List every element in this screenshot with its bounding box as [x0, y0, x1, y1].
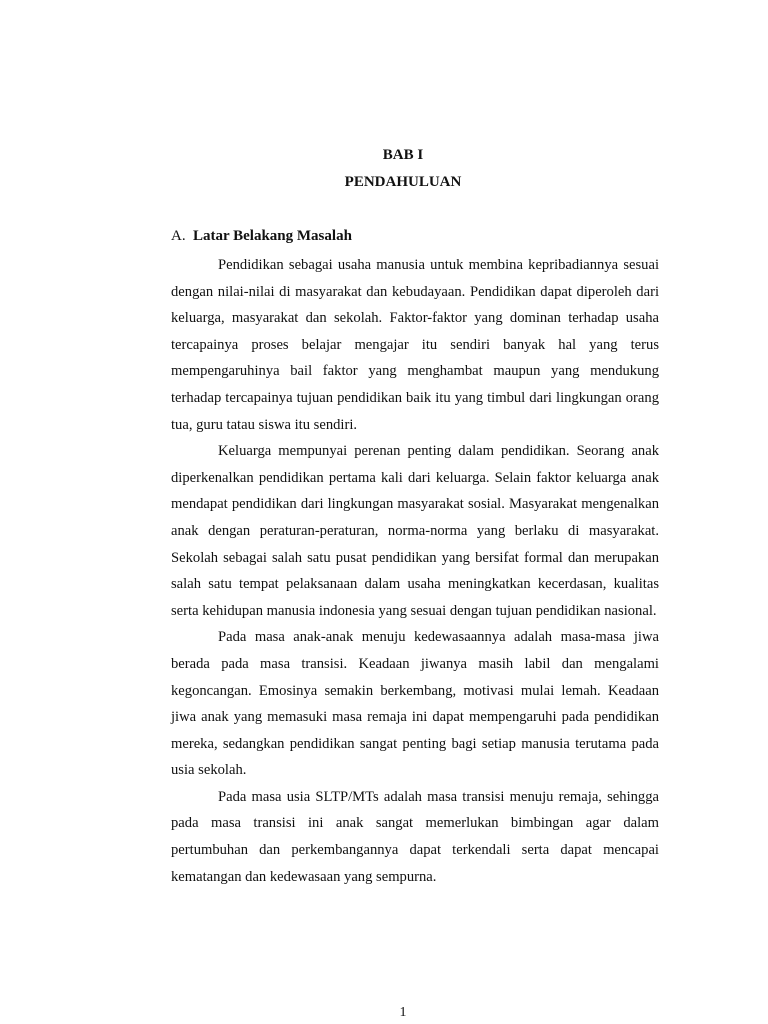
- body-text: [171, 252, 659, 890]
- section-title: Latar Belakang Masalah: [193, 228, 352, 244]
- paragraph: Pada masa usia SLTP/MTs adalah masa transisi menuju remaja, sehingga pada masa transisi ini anak sangat memerlukan bimbingan agar dalam pertumbuhan dan perkembangannya dapat terkendali serta dapat mencapai kematangan dan kedewasaan yang sempurna.: [171, 788, 659, 885]
- chapter-number: BAB I: [382, 147, 424, 163]
- chapter-title: PENDAHULUAN: [344, 174, 462, 190]
- section-heading: [171, 226, 352, 246]
- section-marker: A.: [171, 228, 186, 244]
- paragraph: Keluarga mempunyai perenan penting dalam pendidikan. Seorang anak diperkenalkan pendidikan pertama kali dari keluarga. Selain faktor keluarga anak mendapat pendidikan dari lingkungan masyarakat sosial. Masyarakat mengenalkan anak dengan peraturan-peraturan, norma-norma yang berlaku di masyarakat. Sekolah sebagai salah satu pusat pendidikan yang bersifat formal dan merupakan salah satu tempat pelaksanaan dalam usaha meningkatkan kecerdasan, kualitas serta kehidupan manusia indonesia yang sesuai dengan tujuan pendidikan nasional.: [171, 443, 659, 619]
- paragraph: Pendidikan sebagai usaha manusia untuk membina kepribadiannya sesuai dengan nilai-nilai di masyarakat dan kebudayaan. Pendidikan dapat diperoleh dari keluarga, masyarakat dan sekolah. Faktor-faktor yang dominan terhadap usaha tercapainya proses belajar mengajar itu sendiri banyak hal yang terus mempengaruhinya bail faktor yang menghambat maupun yang mendukung terhadap tercapainya tujuan pendidikan baik itu yang timbul dari lingkungan orang tua, guru tatau siswa itu sendiri.: [171, 257, 659, 433]
- page-number: 1: [399, 1005, 407, 1020]
- paragraph: Pada masa anak-anak menuju kedewasaannya adalah masa-masa jiwa berada pada masa transisi. Keadaan jiwanya masih labil dan mengalami kegoncangan. Emosinya semakin berkembang, motivasi mulai lemah. Keadaan jiwa anak yang memasuki masa remaja ini dapat mempengaruhi pada pendidikan mereka, sedangkan pendidikan sangat penting bagi setiap manusia terutama pada usia sekolah.: [171, 629, 659, 779]
